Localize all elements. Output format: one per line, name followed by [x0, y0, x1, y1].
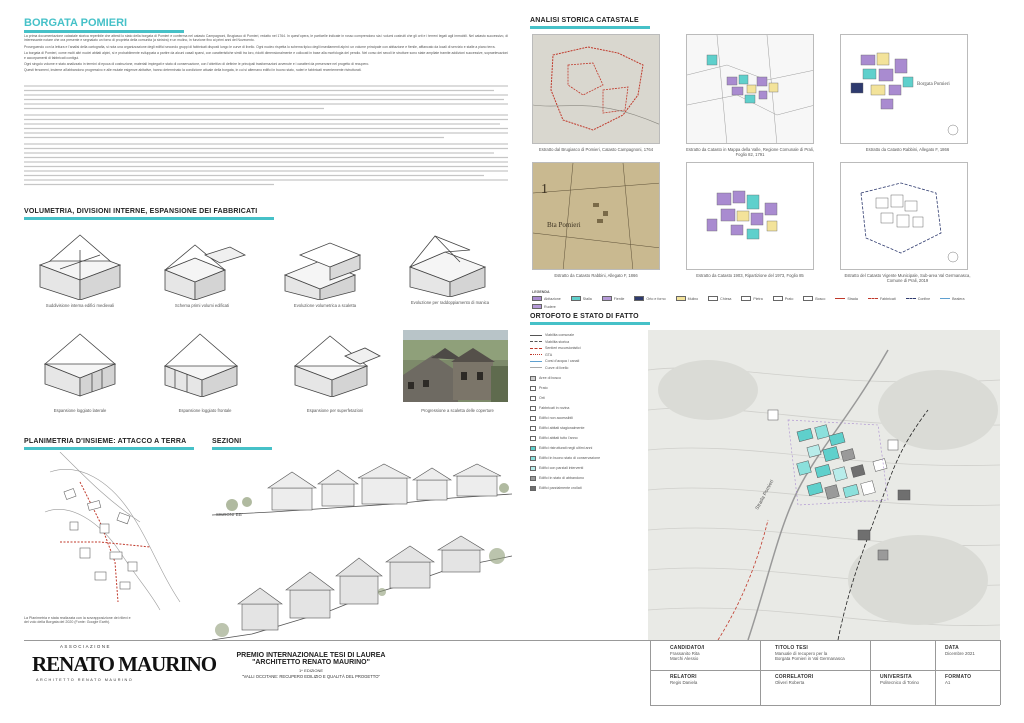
ortofoto-title: ORTOFOTO E STATO DI FATTO	[530, 313, 639, 320]
candidati-label: CANDIDATO/I	[670, 645, 705, 651]
ortofoto-legend-item: Sentieri escursionistici	[530, 346, 640, 350]
analisi-legend-title: LEGENDA	[532, 290, 550, 294]
prize-theme: "VALLI OCCITANE: RECUPERO EDILIZIO E QUALITÀ DEL PROGETTO"	[241, 674, 380, 679]
ortofoto-legend-item: Curve di livello	[530, 366, 640, 370]
titolo-line: Borgata Pomieri in Val Germanasca	[775, 656, 845, 662]
volumetria-bar	[24, 217, 274, 220]
section-label: SEZIONI BB'	[216, 512, 243, 517]
legend-item: Chiesa	[708, 296, 731, 301]
intro-text	[24, 34, 508, 73]
ortofoto-legend-item: GTA	[530, 353, 640, 357]
planimetria-note: La Planimetria e stata realizzata con la sovrapposizione dei rilievi e del volo della Borgata del 2020 (Fonte: Google Earth).	[24, 616, 131, 625]
ortofoto-legend-item: Edifici in stato di abbandono	[530, 476, 640, 481]
volume-diagram-1	[30, 225, 130, 300]
planimetria-bar	[24, 447, 194, 450]
volume-caption-7: Espansione per superfetazioni	[306, 408, 364, 413]
historic-map-1791	[686, 34, 814, 144]
legend-item: Confine	[906, 296, 930, 301]
legend-item: Fienile	[602, 296, 625, 301]
volume-diagram-3	[275, 225, 375, 300]
prize-line-1: PREMIO INTERNAZIONALE TESI DI LAUREA	[236, 652, 386, 659]
analisi-caption-2: Estratto da Catasto in Mappa della Valle, Regione Comunale di Prali, Foglio 82, 1791	[686, 147, 814, 157]
ortofoto-legend-item: Edifici in buono stato di conservazione	[530, 456, 640, 461]
section-drawing-top	[212, 460, 512, 518]
volume-diagram-5	[30, 322, 130, 397]
correlatori-block	[775, 674, 813, 685]
formato-block	[945, 674, 971, 685]
tb-divider	[760, 640, 761, 705]
historic-map-rabbini	[532, 162, 660, 270]
logo-association: ASSOCIAZIONE	[60, 644, 111, 649]
section-drawing-bottom	[212, 522, 512, 642]
prize-title	[196, 652, 426, 679]
tb-divider	[650, 670, 1000, 671]
tb-divider	[1000, 640, 1001, 705]
analisi-caption-6: Estratto del Catasto Vigente Municipale, Sub-area Val Germanasca, Comune di Prali, 2019	[844, 273, 971, 283]
volume-caption-4: Evoluzione per raddoppiamento di manica	[410, 300, 490, 305]
data-label: DATA	[945, 645, 959, 651]
tb-divider	[650, 705, 1000, 706]
prize-edition: 1^ EDIZIONE	[298, 668, 324, 673]
candidato-name: Marchi Alessio	[670, 656, 699, 662]
ortofoto-legend-item: Edifici parzialmente crollati	[530, 486, 640, 491]
correlatori-value: Oliveri Roberta	[775, 680, 805, 685]
volume-diagram-2	[150, 225, 250, 300]
legend-item: Stalla	[571, 296, 592, 301]
page-title: BORGATA POMIERI	[24, 17, 128, 29]
data-value: Dicembre 2021	[945, 651, 975, 656]
volume-diagram-7	[285, 322, 385, 397]
intro-paragraph: Questi fenomeni, insieme all'abbandono progressivo e alle mutate esigenze abitative, hanno determinato la condizione attuale della borgata, in cui si alternano edifici in buono stato, ruderi e fabbricati recentemente ristrutturati.	[24, 68, 362, 73]
formato-label: FORMATO	[945, 674, 972, 680]
legend-item: Abitazione	[532, 296, 561, 301]
historic-map-1866	[840, 34, 968, 144]
legend-item: Prato	[773, 296, 794, 301]
volume-caption-5: Espansione loggiato laterale	[53, 408, 107, 413]
data-block	[945, 645, 975, 656]
ortofoto-legend-item: Fabbricati in rovina	[530, 406, 640, 411]
volume-diagram-4	[400, 222, 500, 297]
legend-item: Orto e forno	[634, 296, 665, 301]
ortofoto-bar	[530, 322, 650, 325]
ortofoto-legend-item: Viabilita comunale	[530, 333, 640, 337]
universita-label: UNIVERSITA	[880, 674, 912, 680]
ortofoto-legend-item: Edifici abitati stagionalmente	[530, 426, 640, 431]
village-photo	[403, 330, 508, 402]
volume-caption-3: Evoluzione volumetrica a scaletta	[293, 303, 357, 308]
ortofoto-legend-item: Edifici ristrutturati negli ultimi anni	[530, 446, 640, 451]
map-label-pomieri: Borgata Pomieri	[917, 82, 950, 87]
ortofoto-legend-item: Corsi d'acqua / canali	[530, 359, 640, 363]
analisi-legend	[532, 296, 972, 309]
ortofoto-legend-item: Edifici abitati tutto l'anno	[530, 436, 640, 441]
ortofoto-legend-item: Viabilita storica	[530, 340, 640, 344]
correlatori-label: CORRELATORI	[775, 674, 814, 680]
intro-paragraph: La prima documentazione catastale storica reperibile che attesti lo stato della borgata di Pomieri e conferma nel catasto Campagnoni, Brugiasco di Pomieri, redatto nel 1764. In quest'opera, le particelle indicate in rosso comprendono sia i volumi costruiti che gli orti e i terreni legati agli immobili. Nel catasto successivo, di interessante notare che ora presente e segnalato un forno di proprieta della comunita (a sinistra) e un mulino, in funzione fino ai primi anni del Novecento.	[24, 34, 508, 43]
volume-caption-8: Progressione a scaletta delle coperture	[421, 408, 494, 413]
analisi-bar	[530, 26, 650, 29]
prize-line-2: "ARCHITETTO RENATO MAURINO"	[252, 659, 370, 666]
volume-caption-1: Suddivisione interna edifici medievali	[45, 303, 115, 308]
historic-map-1903	[686, 162, 814, 270]
formato-value: A1	[945, 680, 951, 685]
relatori-block	[670, 674, 697, 685]
analisi-title: ANALISI STORICA CATASTALE	[530, 17, 639, 24]
volume-diagram-6	[155, 322, 255, 397]
body-text-lines	[24, 82, 508, 186]
ortofoto-legend-item: Aree di bosco	[530, 376, 640, 381]
candidati-block	[670, 645, 705, 662]
ortofoto-legend-item: Edifici non accessibili	[530, 416, 640, 421]
ortofoto-map	[648, 330, 1000, 640]
ortofoto-legend-item: Orti	[530, 396, 640, 401]
title-bar	[24, 30, 184, 33]
analisi-caption-5: Estratto da Catasto 1903, Ripartizione del 1973, Foglio 85	[696, 273, 804, 278]
titolo-block	[775, 645, 845, 662]
legend-item: Fabbricati	[868, 296, 896, 301]
legend-item: Bosco	[803, 296, 825, 301]
logo-mark: RENATO MAURINO	[32, 652, 217, 676]
legend-item: Pietra	[741, 296, 762, 301]
map-label-bta: Bta Pomieri	[547, 221, 581, 229]
ortofoto-legend	[530, 333, 640, 491]
analisi-caption-4: Estratto da Catasto Rabbini, Allegato F, 1866	[554, 273, 638, 278]
candidato-name: Frassanito Rita	[670, 651, 700, 656]
intro-paragraph: Ogni singolo volume e stato analizzato in termini di epoca di costruzione, materiali impiegati e stato di conservazione, con l'obiettivo di definire le principali trasformazioni avvenute e i caratteri da preservare nel progetto di recupero.	[24, 62, 370, 67]
volume-caption-2: Schema primi volumi edificati	[174, 303, 230, 308]
intro-paragraph: La borgata di Pomieri, come molti altri nuclei abitati alpini, si e probabilmente sviluppata a partire da alcuni casali sparsi, con caratteristiche simili tra loro, ridotti dimensionalmente e collocati in base alla morfologia del pendio. Nel corso dei secoli le strutture sono state ampliate tramite addizioni successive, sopraelevazioni e accorpamenti di fabbricati contigui.	[24, 51, 508, 60]
historic-map-1764	[532, 34, 660, 144]
analisi-caption-1: Estratto dal Brugiasco di Pomieri, Catasto Campagnoni, 1764	[538, 147, 654, 152]
planimetria-drawing	[40, 452, 190, 612]
titolo-label: TITOLO TESI	[775, 645, 808, 651]
relatori-value: Regis Daniela	[670, 680, 698, 685]
sezioni-title: SEZIONI	[212, 438, 242, 445]
analisi-caption-3: Estratto da Catasto Rabbini, Allegato F, 1866	[865, 147, 950, 152]
volume-caption-6: Espansione loggiato frontale	[178, 408, 232, 413]
road-label: Strada Pomieri	[754, 478, 776, 511]
intro-paragraph: Proseguendo con la lettura e l'analisi della cartografia, si nota una organizzazione degli edifici secondo gruppi di fabbricati disposti lungo le curve di livello. Ogni nucleo rispetta lo schema tipico degli insediamenti alpini: un volume principale con abitazione e fienile, affiancato da locali di servizio e stalle a piano terra.	[24, 44, 496, 49]
tb-divider	[935, 640, 936, 705]
tb-divider	[650, 640, 651, 705]
universita-value: Politecnico di Torino	[880, 680, 919, 685]
legend-item: Bealera	[940, 296, 964, 301]
svg-text:1: 1	[541, 182, 548, 197]
universita-block	[880, 674, 919, 685]
ortofoto-legend-item: Prato	[530, 386, 640, 391]
logo-subtitle: ARCHITETTO RENATO MAURINO	[36, 678, 134, 682]
planimetria-title: PLANIMETRIA D'INSIEME: ATTACCO A TERRA	[24, 438, 187, 445]
volumetria-title: VOLUMETRIA, DIVISIONI INTERNE, ESPANSIONE DEI FABBRICATI	[24, 208, 258, 215]
tb-divider	[870, 640, 871, 705]
ortofoto-legend-item: Edifici con parziali interventi	[530, 466, 640, 471]
sezioni-bar	[212, 447, 272, 450]
relatori-label: RELATORI	[670, 674, 697, 680]
titolo-line: Manuale di recupero per la	[775, 651, 828, 656]
historic-map-2019	[840, 162, 968, 270]
legend-item: Rudere	[532, 304, 556, 309]
legend-item: Mulino	[676, 296, 699, 301]
legend-item: Strada	[835, 296, 858, 301]
footer-top-rule	[24, 640, 1000, 641]
